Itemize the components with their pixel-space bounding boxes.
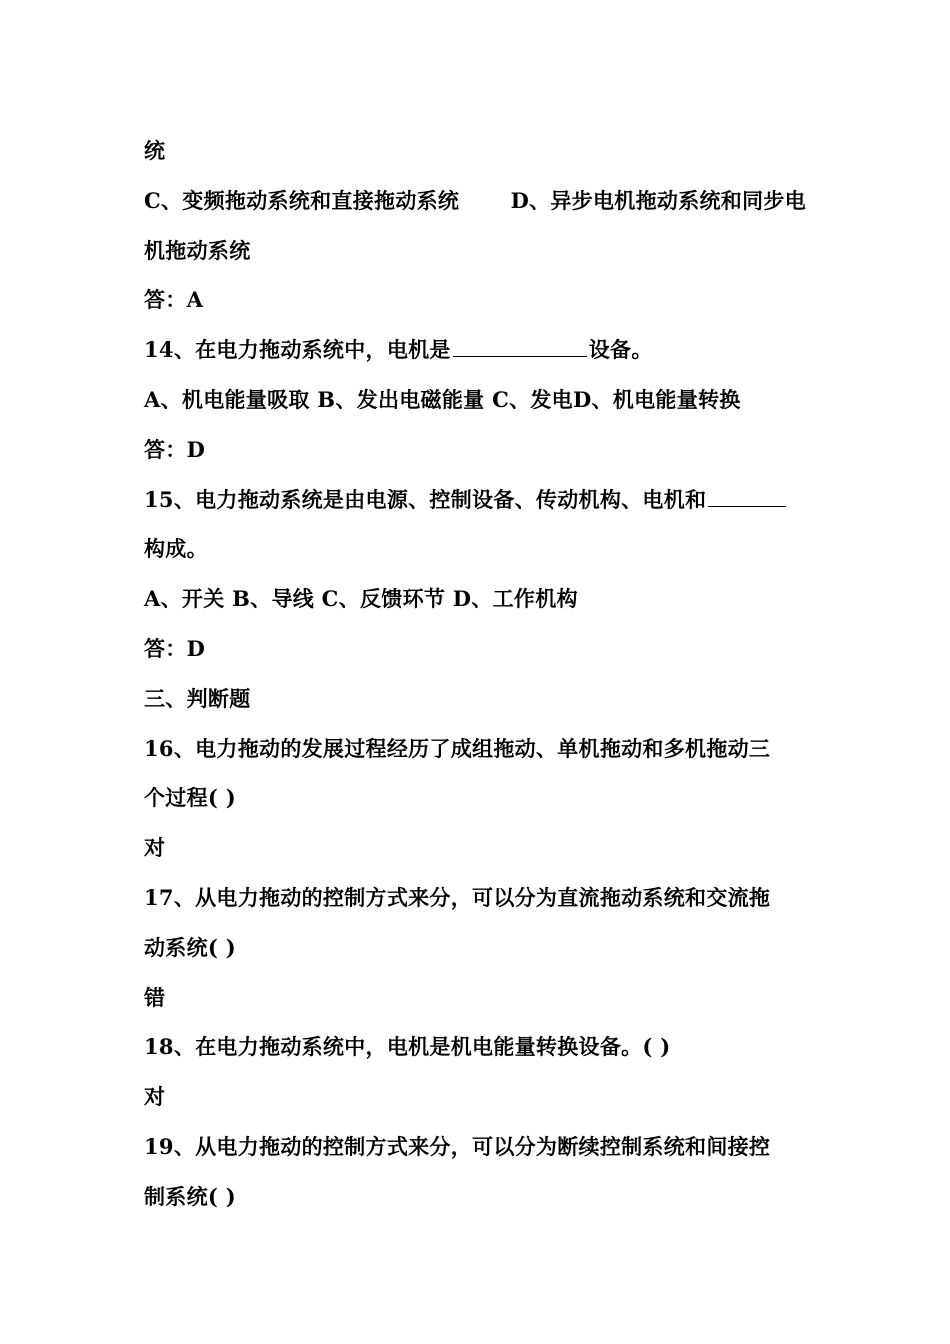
document-body [144,126,806,1222]
section-heading: 三、判断题 [144,685,251,711]
question-17-tail: 动系统( ) [144,934,236,960]
answer-15: 答：D [144,635,206,661]
question-16: 16、电力拖动的发展过程经历了成组拖动、单机拖动和多机拖动三 [144,735,771,761]
answer-16: 对 [144,835,166,861]
question-18: 18、在电力拖动系统中，电机是机电能量转换设备。( ) [144,1034,671,1060]
fill-in-blank [708,488,786,507]
text-line: 机拖动系统 [144,237,251,263]
question-17: 17、从电力拖动的控制方式来分，可以分为直流拖动系统和交流拖 [144,884,771,910]
option-c: C、变频拖动系统和直接拖动系统 [144,187,460,213]
question-19: 19、从电力拖动的控制方式来分，可以分为断续控制系统和间接控 [144,1133,771,1159]
question-14-options: A、机电能量吸取 B、发出电磁能量 C、发电D、机电能量转换 [144,386,741,412]
answer-17: 错 [144,984,166,1010]
question-15-stem: 15、电力拖动系统是由电源、控制设备、传动机构、电机和 [144,486,707,512]
question-14-tail: 设备。 [588,337,653,363]
option-d: D、异步电机拖动系统和同步电 [510,187,806,213]
answer-18: 对 [144,1084,166,1110]
fill-in-blank [453,338,587,357]
question-16-tail: 个过程( ) [144,785,236,811]
options-line-cd [144,176,806,226]
question-15 [144,475,806,525]
question-19-tail: 制系统( ) [144,1183,236,1209]
question-15-tail: 构成。 [144,536,208,562]
answer-14: 答：D [144,436,206,462]
answer-13: 答：A [144,287,204,313]
text-line: 统 [144,138,166,163]
question-14-stem: 14、在电力拖动系统中，电机是 [144,337,451,363]
question-14 [144,325,806,375]
question-15-options: A、开关 B、导线 C、反馈环节 D、工作机构 [144,586,578,612]
